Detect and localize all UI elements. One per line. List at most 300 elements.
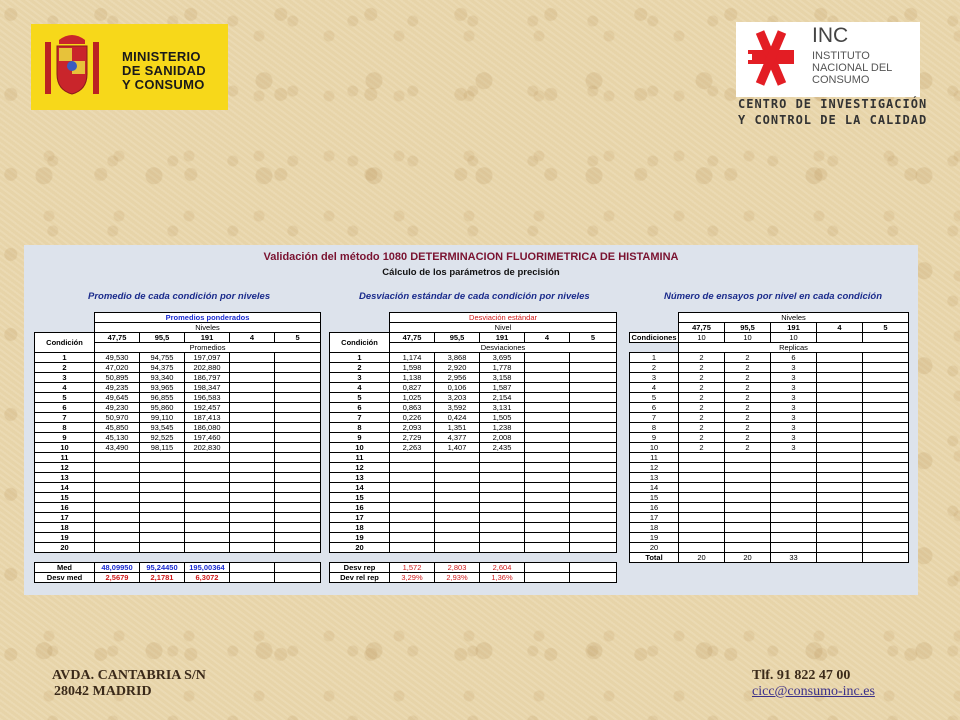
value-cell	[570, 483, 617, 493]
value-cell: 1,598	[390, 363, 435, 373]
condition-number: 3	[630, 373, 679, 383]
condition-number: 1	[630, 353, 679, 363]
value-cell	[275, 373, 321, 383]
value-cell	[140, 543, 185, 553]
level-header: 4	[230, 333, 275, 343]
condition-number: 7	[35, 413, 95, 423]
value-cell	[725, 493, 771, 503]
value-cell	[679, 503, 725, 513]
value-cell	[435, 453, 480, 463]
value-cell: 50,895	[95, 373, 140, 383]
mean-value: 48,09950	[95, 563, 140, 573]
value-cell: 99,110	[140, 413, 185, 423]
value-cell	[725, 483, 771, 493]
value-cell	[185, 503, 230, 513]
condition-number: 12	[330, 463, 390, 473]
condition-number: 20	[630, 543, 679, 553]
value-cell	[863, 523, 909, 533]
cell	[35, 313, 95, 323]
value-cell	[230, 513, 275, 523]
value-cell	[525, 363, 570, 373]
value-cell	[570, 403, 617, 413]
summary-row	[35, 563, 321, 573]
value-cell	[185, 473, 230, 483]
value-cell	[185, 463, 230, 473]
value-cell: 1,238	[480, 423, 525, 433]
value-cell: 50,970	[95, 413, 140, 423]
table-row	[330, 363, 617, 373]
value-cell	[230, 433, 275, 443]
count-table	[629, 312, 909, 563]
value-cell: 4,377	[435, 433, 480, 443]
value-cell	[480, 493, 525, 503]
value-cell: 0,424	[435, 413, 480, 423]
value-cell	[817, 353, 863, 363]
total-value: 20	[725, 553, 771, 563]
value-cell	[275, 403, 321, 413]
value-cell	[817, 553, 863, 563]
value-cell: 3,868	[435, 353, 480, 363]
value-cell	[275, 513, 321, 523]
condition-number: 14	[630, 483, 679, 493]
value-cell	[817, 363, 863, 373]
value-cell	[435, 513, 480, 523]
value-cell	[863, 373, 909, 383]
total-value: 33	[771, 553, 817, 563]
total-row	[630, 553, 909, 563]
value-cell	[275, 413, 321, 423]
condition-number: 2	[35, 363, 95, 373]
value-cell	[771, 463, 817, 473]
summary-row	[35, 573, 321, 583]
ministry-line-1: MINISTERIO	[122, 49, 201, 64]
value-cell	[863, 463, 909, 473]
condition-number: 8	[35, 423, 95, 433]
value-cell	[140, 523, 185, 533]
value-cell	[275, 543, 321, 553]
spacer	[435, 553, 480, 563]
table-row	[35, 353, 321, 363]
condition-number: 9	[35, 433, 95, 443]
relative-rep-label: Dev rel rep	[330, 573, 390, 583]
value-cell	[817, 333, 863, 343]
total-value: 20	[679, 553, 725, 563]
value-cell	[679, 513, 725, 523]
value-cell	[435, 523, 480, 533]
value-cell	[390, 483, 435, 493]
table-row	[35, 503, 321, 513]
condition-number: 15	[330, 493, 390, 503]
value-cell: 3	[771, 373, 817, 383]
value-cell	[275, 393, 321, 403]
value-cell: 47,020	[95, 363, 140, 373]
level-header: 5	[570, 333, 617, 343]
level-header: 4	[525, 333, 570, 343]
value-cell	[570, 543, 617, 553]
table-header: Desviación estándar	[390, 313, 617, 323]
table-row	[330, 463, 617, 473]
value-cell	[679, 533, 725, 543]
value-cell	[570, 533, 617, 543]
table-row	[630, 373, 909, 383]
table-row	[330, 403, 617, 413]
cell	[35, 323, 95, 333]
spacer	[140, 553, 185, 563]
table-row	[330, 493, 617, 503]
table-row	[330, 443, 617, 453]
condition-number: 16	[330, 503, 390, 513]
spacer	[330, 553, 390, 563]
condition-number: 10	[630, 443, 679, 453]
value-cell: 2,920	[435, 363, 480, 373]
value-cell	[140, 483, 185, 493]
value-cell	[817, 393, 863, 403]
condition-number: 1	[330, 353, 390, 363]
value-cell	[95, 483, 140, 493]
value-cell	[185, 513, 230, 523]
condition-number: 10	[330, 443, 390, 453]
value-cell	[863, 433, 909, 443]
value-cell	[435, 493, 480, 503]
value-cell	[679, 483, 725, 493]
value-cell	[275, 463, 321, 473]
spacer	[95, 553, 140, 563]
table-row	[630, 473, 909, 483]
spacer	[230, 553, 275, 563]
value-cell	[480, 463, 525, 473]
value-cell: 0,827	[390, 383, 435, 393]
value-cell: 3,592	[435, 403, 480, 413]
value-cell	[390, 543, 435, 553]
value-cell	[771, 523, 817, 533]
value-cell	[95, 513, 140, 523]
value-cell	[863, 333, 909, 343]
value-cell	[230, 413, 275, 423]
value-cell	[525, 393, 570, 403]
value-cell: 49,235	[95, 383, 140, 393]
value-cell	[817, 533, 863, 543]
value-cell: 45,130	[95, 433, 140, 443]
value-cell	[525, 433, 570, 443]
value-cell: 2,263	[390, 443, 435, 453]
table-row	[330, 353, 617, 363]
value-cell	[140, 453, 185, 463]
table-row	[35, 473, 321, 483]
table-row	[630, 433, 909, 443]
value-cell: 3	[771, 423, 817, 433]
table-row	[35, 393, 321, 403]
value-cell	[435, 483, 480, 493]
condition-number: 3	[330, 373, 390, 383]
condition-number: 6	[35, 403, 95, 413]
value-cell: 93,545	[140, 423, 185, 433]
value-cell	[570, 573, 617, 583]
condition-number: 1	[35, 353, 95, 363]
value-cell	[771, 453, 817, 463]
value-cell	[185, 493, 230, 503]
value-cell	[275, 423, 321, 433]
value-cell	[817, 433, 863, 443]
conditions-value: 10	[771, 333, 817, 343]
value-cell	[230, 423, 275, 433]
cell	[630, 323, 679, 333]
value-cell: 49,230	[95, 403, 140, 413]
value-cell	[863, 513, 909, 523]
table-row	[330, 543, 617, 553]
value-cell: 0,863	[390, 403, 435, 413]
ministry-logo	[31, 24, 228, 110]
repeatability-value: 1,572	[390, 563, 435, 573]
value-cell	[275, 563, 321, 573]
spacer	[570, 553, 617, 563]
address-line-1: AVDA. CANTABRIA S/N	[52, 668, 206, 683]
value-cell	[817, 473, 863, 483]
value-cell: 2	[725, 433, 771, 443]
value-cell	[95, 543, 140, 553]
value-cell	[95, 463, 140, 473]
value-cell	[525, 453, 570, 463]
address-line-2: 28042 MADRID	[54, 684, 152, 699]
level-header: 191	[771, 323, 817, 333]
condition-number: 5	[630, 393, 679, 403]
levels-label: Nivel	[390, 323, 617, 333]
value-cell	[525, 463, 570, 473]
value-cell	[230, 533, 275, 543]
value-cell	[771, 503, 817, 513]
value-cell	[817, 423, 863, 433]
inc-mark-icon	[742, 30, 800, 88]
table-row	[330, 433, 617, 443]
value-cell: 186,080	[185, 423, 230, 433]
cell	[330, 313, 390, 323]
section-deviation: Desviación estándar de cada condición por niveles	[359, 291, 590, 302]
band-label: Replicas	[679, 343, 909, 353]
center-line-1: CENTRO DE INVESTIGACIÓN	[738, 97, 928, 111]
value-cell	[230, 503, 275, 513]
value-cell: 0,226	[390, 413, 435, 423]
value-cell: 2	[679, 353, 725, 363]
stddev-value: 2,1781	[140, 573, 185, 583]
value-cell: 2,435	[480, 443, 525, 453]
level-header: 47,75	[679, 323, 725, 333]
inc-title: INC	[812, 24, 849, 47]
value-cell	[95, 453, 140, 463]
relative-rep-value: 1,36%	[480, 573, 525, 583]
level-header: 95,5	[725, 323, 771, 333]
value-cell	[275, 523, 321, 533]
value-cell	[275, 503, 321, 513]
value-cell: 1,407	[435, 443, 480, 453]
condition-number: 9	[630, 433, 679, 443]
level-header: 47,75	[95, 333, 140, 343]
value-cell	[390, 513, 435, 523]
value-cell	[863, 483, 909, 493]
value-cell	[230, 573, 275, 583]
value-cell	[725, 513, 771, 523]
value-cell: 93,340	[140, 373, 185, 383]
value-cell	[863, 393, 909, 403]
address	[52, 668, 206, 700]
value-cell: 96,855	[140, 393, 185, 403]
spreadsheet	[24, 245, 918, 595]
table-row	[330, 503, 617, 513]
table-row	[35, 423, 321, 433]
value-cell	[725, 533, 771, 543]
table-row	[630, 393, 909, 403]
value-cell	[570, 353, 617, 363]
averages-table	[34, 312, 321, 583]
value-cell	[95, 473, 140, 483]
value-cell	[817, 513, 863, 523]
value-cell: 3	[771, 443, 817, 453]
value-cell	[817, 413, 863, 423]
condition-number: 16	[630, 503, 679, 513]
value-cell: 1,025	[390, 393, 435, 403]
header-row	[630, 313, 909, 323]
value-cell: 198,347	[185, 383, 230, 393]
value-cell: 2	[725, 393, 771, 403]
summary-row	[330, 563, 617, 573]
level-header: 4	[817, 323, 863, 333]
phone: Tlf. 91 822 47 00	[752, 668, 851, 683]
mean-value: 195,00364	[185, 563, 230, 573]
table-row	[330, 383, 617, 393]
table-row	[330, 473, 617, 483]
level-header: 5	[275, 333, 321, 343]
email-link[interactable]: cicc@consumo-inc.es	[752, 684, 875, 699]
condition-number: 9	[330, 433, 390, 443]
condition-number: 8	[330, 423, 390, 433]
table-row	[630, 483, 909, 493]
value-cell: 3	[771, 433, 817, 443]
value-cell	[480, 533, 525, 543]
value-cell	[185, 523, 230, 533]
value-cell	[390, 473, 435, 483]
condition-number: 4	[330, 383, 390, 393]
table-row	[630, 533, 909, 543]
value-cell	[435, 473, 480, 483]
value-cell	[140, 463, 185, 473]
value-cell	[570, 373, 617, 383]
spacer	[525, 553, 570, 563]
value-cell	[390, 533, 435, 543]
condition-number: 13	[35, 473, 95, 483]
value-cell: 49,530	[95, 353, 140, 363]
value-cell	[525, 483, 570, 493]
value-cell	[525, 473, 570, 483]
cell	[630, 313, 679, 323]
condition-number: 14	[35, 483, 95, 493]
inc-sub-1: INSTITUTO	[812, 50, 870, 62]
value-cell	[863, 383, 909, 393]
inc-sub-3: CONSUMO	[812, 74, 870, 86]
value-cell: 2	[679, 403, 725, 413]
center-line-2: Y CONTROL DE LA CALIDAD	[738, 113, 928, 127]
value-cell	[525, 443, 570, 453]
value-cell	[185, 453, 230, 463]
value-cell	[570, 463, 617, 473]
value-cell: 2,008	[480, 433, 525, 443]
value-cell	[525, 403, 570, 413]
table-row	[35, 533, 321, 543]
spacer	[35, 553, 95, 563]
condition-label: Condición	[35, 333, 95, 353]
repeatability-label: Desv rep	[330, 563, 390, 573]
value-cell	[275, 473, 321, 483]
value-cell	[230, 403, 275, 413]
condition-number: 6	[330, 403, 390, 413]
table-row	[330, 533, 617, 543]
value-cell	[275, 493, 321, 503]
table-row	[630, 403, 909, 413]
value-cell	[771, 493, 817, 503]
condition-number: 17	[630, 513, 679, 523]
value-cell: 3	[771, 363, 817, 373]
levels-row	[630, 323, 909, 333]
value-cell	[275, 363, 321, 373]
table-row	[630, 493, 909, 503]
value-cell	[480, 483, 525, 493]
value-cell: 1,778	[480, 363, 525, 373]
spacer	[480, 553, 525, 563]
value-cell	[679, 453, 725, 463]
value-cell	[863, 553, 909, 563]
value-cell: 94,755	[140, 353, 185, 363]
value-cell: 202,880	[185, 363, 230, 373]
condition-number: 17	[35, 513, 95, 523]
value-cell	[525, 503, 570, 513]
condition-number: 19	[330, 533, 390, 543]
ministry-line-2: DE SANIDAD	[122, 63, 206, 78]
value-cell	[230, 463, 275, 473]
level-header: 5	[863, 323, 909, 333]
spacer	[275, 553, 321, 563]
condition-number: 5	[35, 393, 95, 403]
level-header: 95,5	[140, 333, 185, 343]
value-cell	[480, 543, 525, 553]
value-cell: 1,351	[435, 423, 480, 433]
value-cell	[230, 563, 275, 573]
band-label: Desviaciones	[390, 343, 617, 353]
value-cell	[230, 443, 275, 453]
condition-number: 3	[35, 373, 95, 383]
value-cell	[570, 473, 617, 483]
table-row	[630, 523, 909, 533]
value-cell	[817, 443, 863, 453]
value-cell: 197,460	[185, 433, 230, 443]
condition-number: 18	[630, 523, 679, 533]
value-cell: 2	[725, 403, 771, 413]
condition-number: 2	[630, 363, 679, 373]
value-cell: 95,860	[140, 403, 185, 413]
condition-number: 8	[630, 423, 679, 433]
value-cell	[525, 493, 570, 503]
value-cell	[863, 493, 909, 503]
conditions-label: Condiciones	[631, 333, 677, 342]
table-row	[630, 423, 909, 433]
value-cell: 6	[771, 353, 817, 363]
value-cell	[771, 533, 817, 543]
value-cell: 2	[679, 413, 725, 423]
value-cell: 2	[679, 443, 725, 453]
value-cell	[570, 503, 617, 513]
value-cell: 3	[771, 383, 817, 393]
table-row	[630, 383, 909, 393]
value-cell: 94,375	[140, 363, 185, 373]
table-row	[35, 403, 321, 413]
spacer-row	[330, 553, 617, 563]
table-row	[330, 393, 617, 403]
